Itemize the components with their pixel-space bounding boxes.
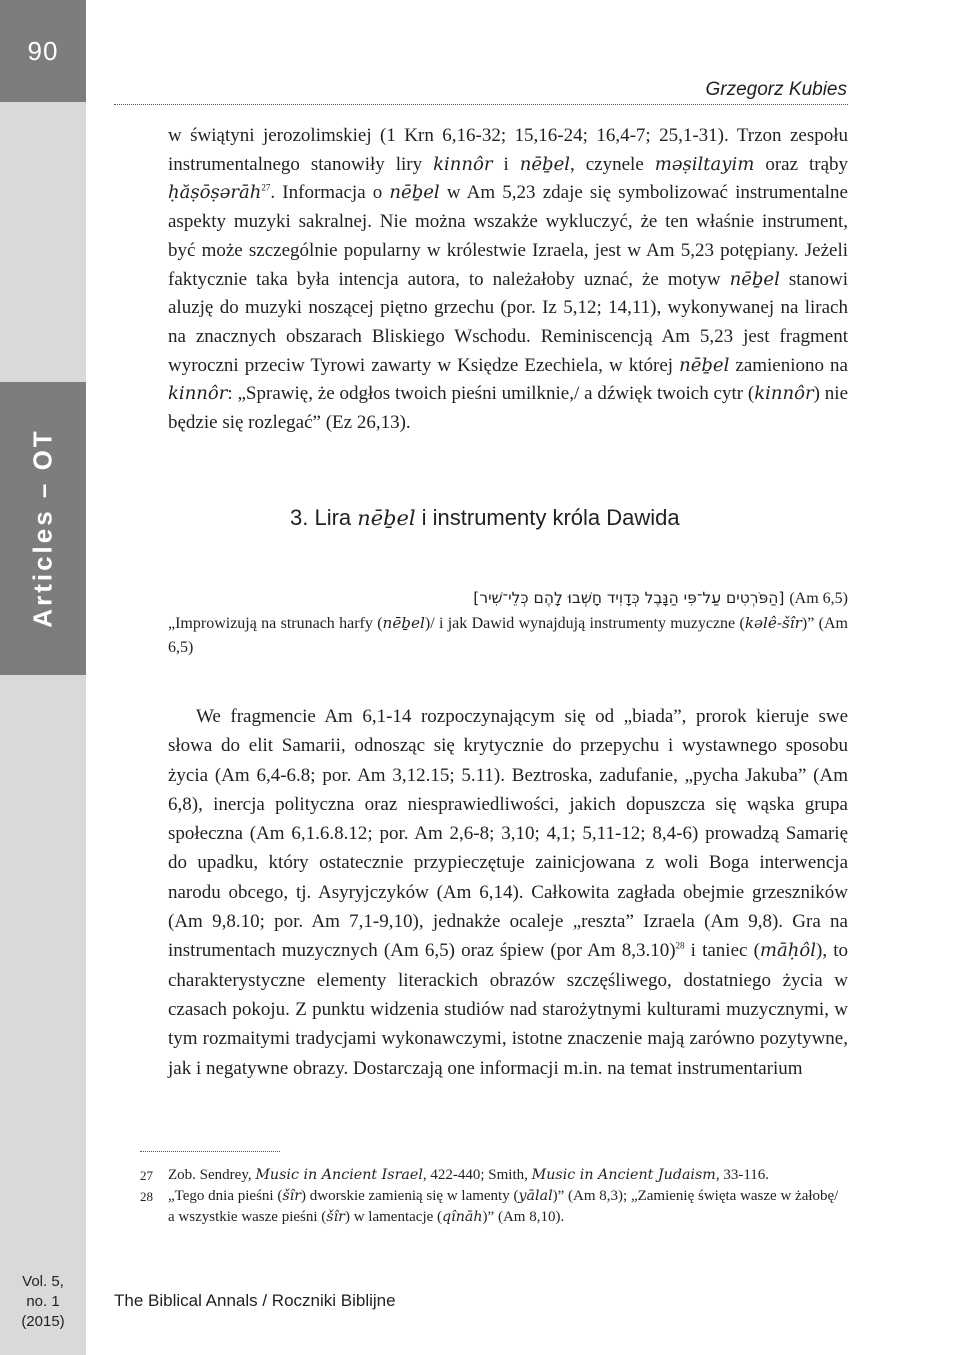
section-heading: 3. Lira nēḇel i instrumenty króla Dawida (290, 505, 680, 530)
footnote-28: 28 „Tego dnia pieśni (šîr) dworskie zamienią się w lamenty (yālal)” (Am 8,3); „Zamienię święta wasze w żałobę/ a wszystkie wasze pieśni (šîr) w lamentacje (qînāh)” (Am 8,10). (140, 1188, 839, 1225)
hebrew-quote (473, 589, 848, 608)
footnote-ref-28[interactable]: 28 (675, 941, 685, 952)
page-number: 90 (27, 36, 59, 66)
side-margin-band (0, 0, 86, 1355)
main-paragraph: We fragmencie Am 6,1-14 rozpoczynającym się od „biada”, prorok kieruje swe słowa do elit Samarii, odnosząc się krytycznie do przepychu i wystawnego sposobu życia (Am 6,4-6.8; por. Am 3,12.15; 5.11). Beztroska, zadufanie, „pycha Jakuba” (Am 6,8), inercja polityczna oraz niesprawiedliwości, jakich dopuszcza się wąska grupa społeczna (Am 6,1.6.8.12; por. Am 2,6-8; 3,10; 4,1; 5,11-12; 8,4-6) prowadzą Samarię do upadku, który ostatecznie przypieczętuje zainicjowana z woli Boga interwencja narodu obcego, tj. Asyryjczyków (Am 6,14). Całkowita zagłada obejmie grzeszników (Am 9,8.10; por. Am 7,1-9,10), jednakże ocaleje „reszta” Izraela (Am 9,8). Gra na instrumentach muzycznych (Am 6,5) oraz śpiew (por Am 8,3.10)$^{28}$ i taniec (māḥôl), to charakterystyczne elementy literackich obrazów szczęśliwego, dostatniego życia w czasach pokoju. Z punktu widzenia studiów nad starożytnymi kulturami muzycznymi, w tym rozmaitymi tradycjami wykonawczymi, istotne znaczenie mają zarówno pozytywne, jak i negatywne obrazy. Dostarczają one informacji m.in. na temat instrumentarium (168, 706, 848, 1079)
translation-quote: „Improwizują na strunach harfy (nēḇel)/ i jak Dawid wynajdują instrumenty muzyczne (kəlê-šîr)” (Am 6,5) (168, 614, 849, 656)
running-head-author: Grzegorz Kubies (705, 79, 847, 100)
journal-name: The Biblical Annals / Roczniki Biblijne (114, 1291, 396, 1310)
footnote-27: 27 Zob. Sendrey, Music in Ancient Israel, 422-440; Smith, Music in Ancient Judaism, 33-116. (140, 1167, 770, 1183)
volume-info: Vol. 5, no. 1 (2015) (21, 1273, 65, 1330)
hebrew-quote-ref: (Am 6,5) (789, 590, 848, 607)
footnote-rule (140, 1151, 280, 1152)
top-paragraph: w świątyni jerozolimskiej (1 Krn 6,16-32; 15,16-24; 16,4-7; 25,1-31). Trzon zespołu instrumentalnego stanowiły liry kinnôr i nēḇel, czynele məṣiltayim oraz trąby ḥăṣōṣərāh$^{27}$. Informacja o nēḇel w Am 5,23 zdaje się symbolizować instrumentalne aspekty muzyki sakralnej. Nie można wszakże wykluczyć, że ten właśnie instrument, być może szczególnie popularny w królestwie Izraela, jest w Am 5,23 potępiany. Jeżeli faktycznie taka była intencja autora, to należałoby uznać, że motyw nēḇel stanowi aluzję do muzyki noszącej piętno grzechu (por. Iz 5,12; 14,11), wykonywanej na lirach na znacznych obszarach Bliskiego Wschodu. Reminiscencją Am 5,23 jest fragment wyroczni przeciw Tyrowi zawarty w Księdze Ezechiela, w której nēḇel zamieniono na kinnôr: „Sprawię, że odgłos twoich pieśni umilknie,/ a dźwięk twoich cytr (kinnôr) nie będzie się rozlegać” (Ez 26,13). (168, 125, 849, 434)
header-rule (114, 104, 848, 105)
section-label: Articles – OT (27, 428, 58, 628)
hebrew-text: [הַפֹּרְטִים עַל־פִּי הַנָּבֶל כְּדָוִיד חָשְׁבוּ לָהֶם כְּלֵי־שִׁיר] (473, 589, 785, 607)
footnote-ref-27[interactable]: 27 (261, 183, 271, 194)
footnotes (140, 1165, 848, 1228)
page-number-box (0, 0, 86, 102)
